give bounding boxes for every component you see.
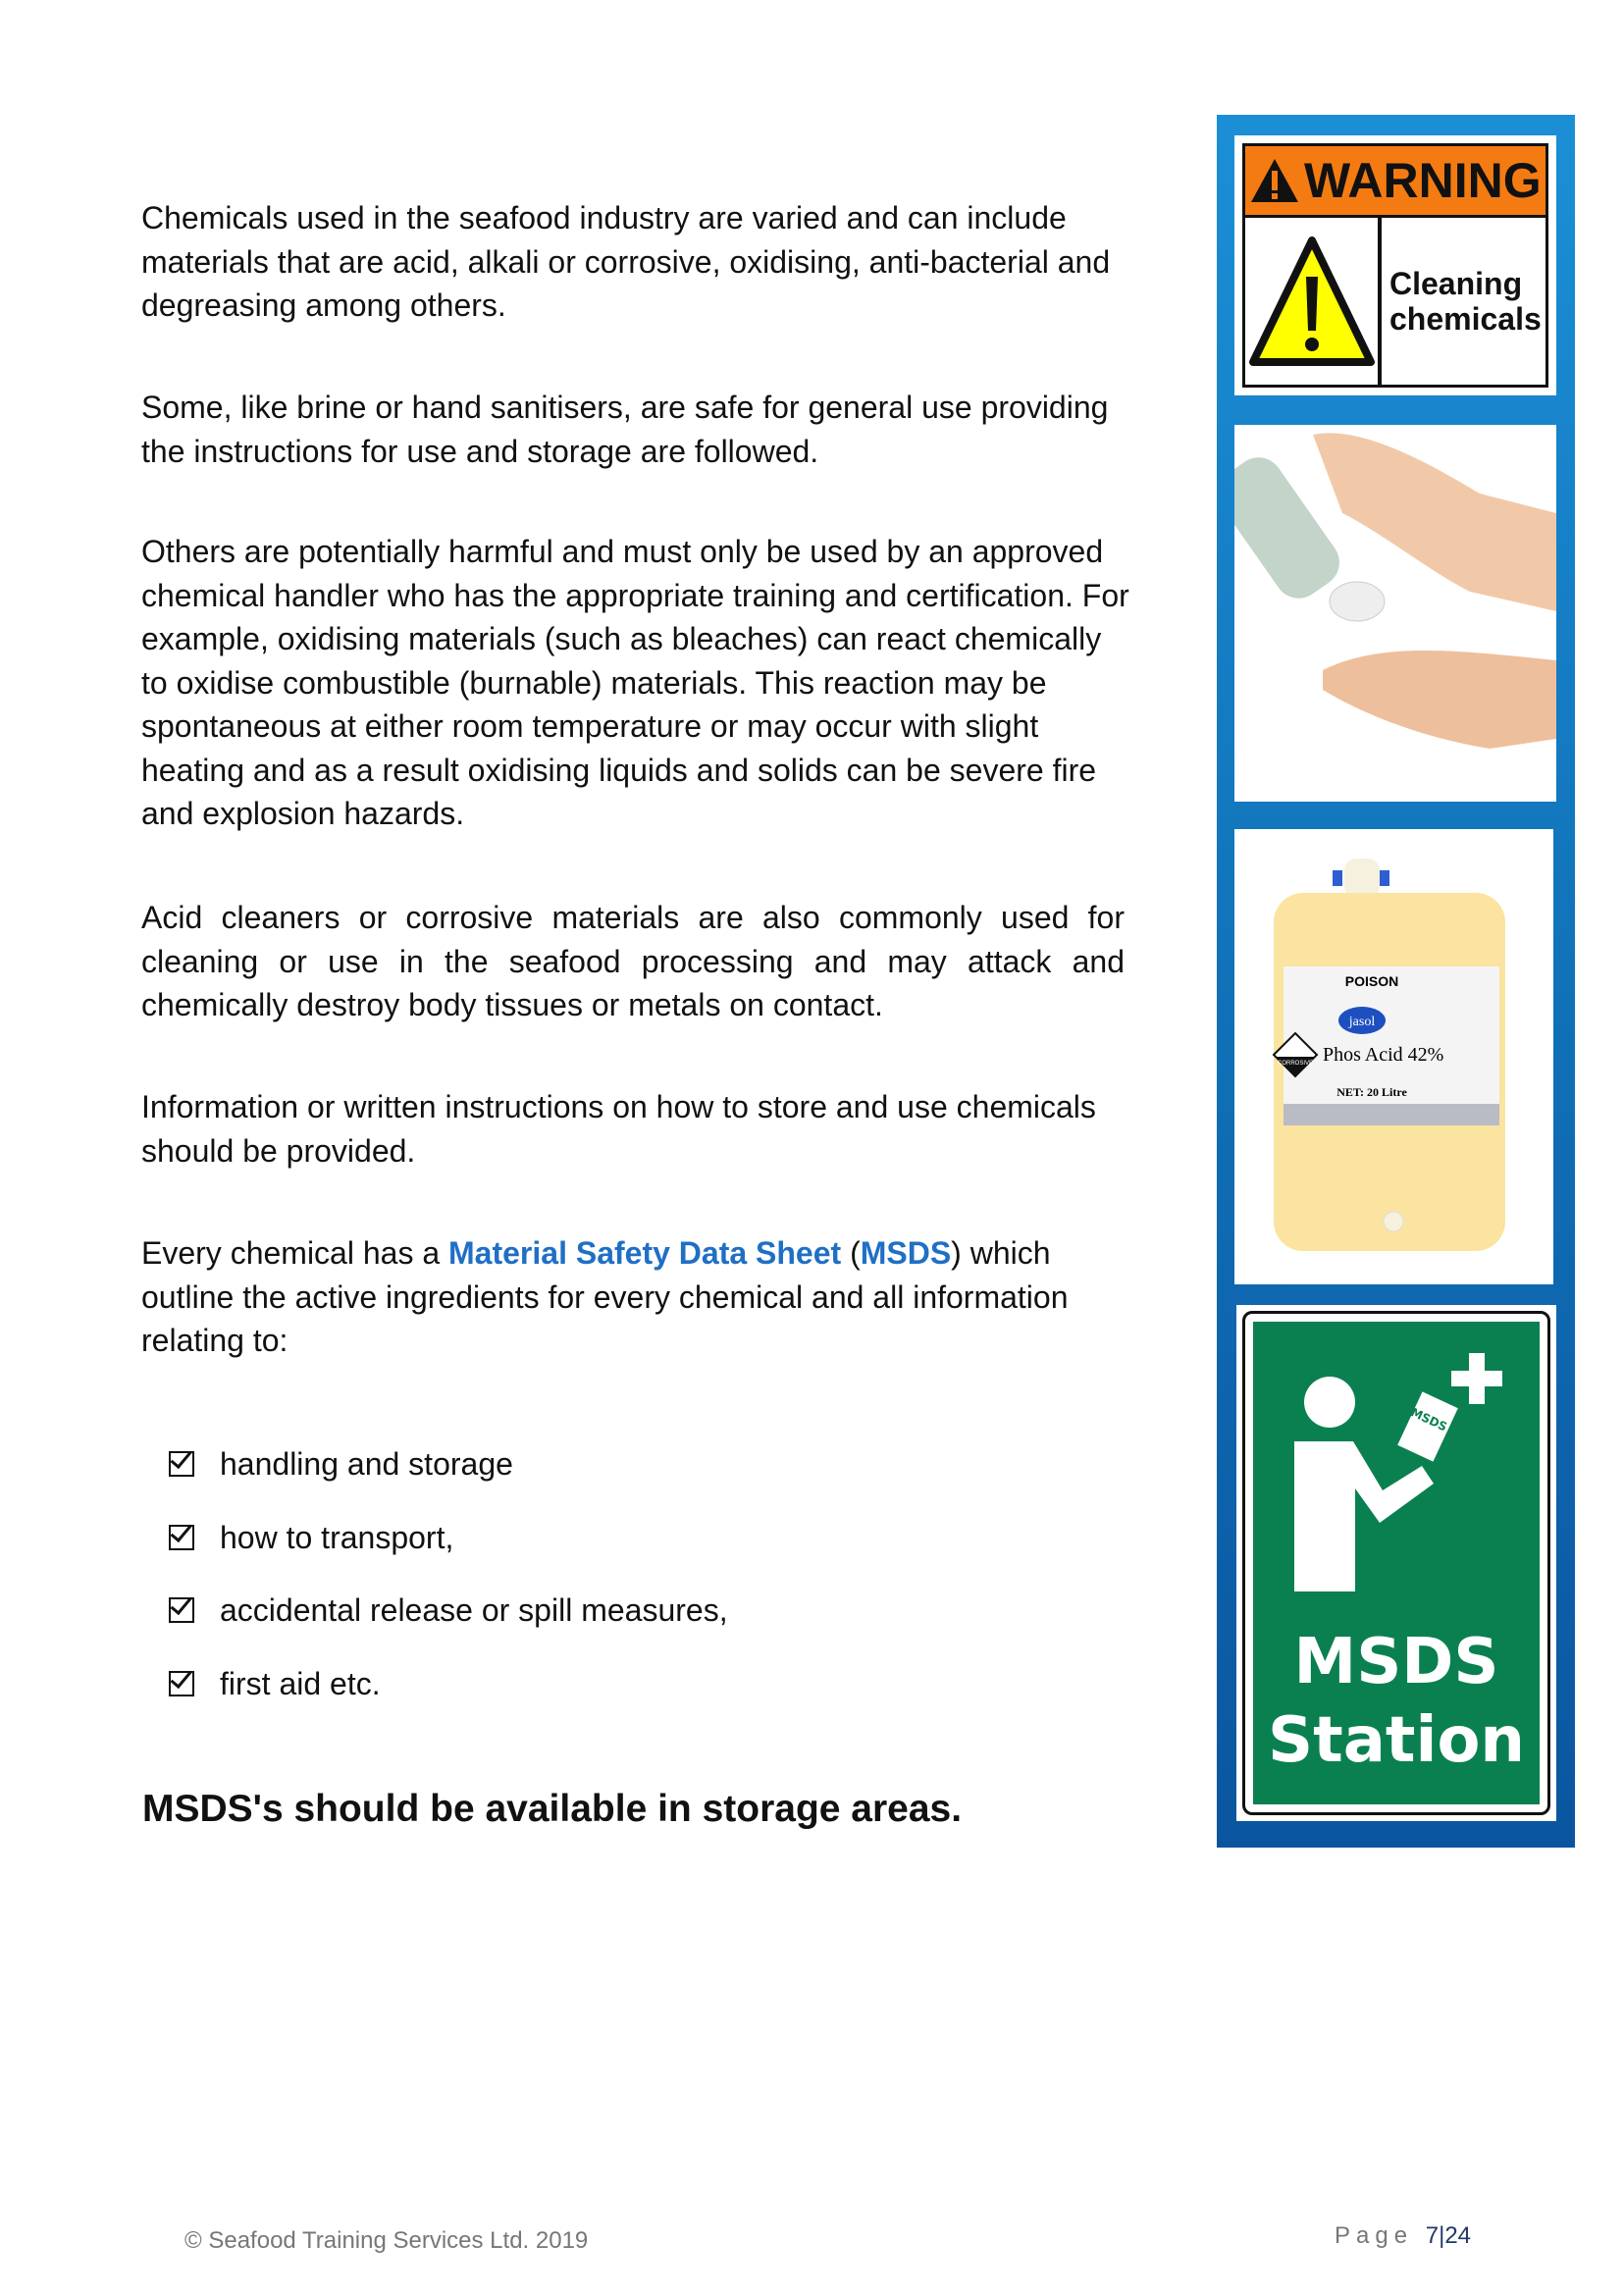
list-item: [169, 1662, 381, 1705]
hand-sanitiser-image: [1234, 425, 1556, 802]
warning-sign-image: [1234, 135, 1556, 395]
list-item-label: handling and storage: [220, 1446, 513, 1482]
warning-triangle-icon: [1249, 157, 1300, 204]
checkbox-icon: [169, 1525, 194, 1550]
checkbox-icon: [169, 1451, 194, 1477]
msds-text-before: Every chemical has a: [141, 1235, 449, 1271]
checkbox-icon: [169, 1671, 194, 1696]
image-sidebar: [1217, 115, 1575, 1848]
page-label: Page: [1335, 2222, 1414, 2249]
paragraph-instructions: Information or written instructions on how to store and use chemicals should be provided.: [141, 1089, 1096, 1169]
paragraph-harmful-chemicals: Others are potentially harmful and must only be used by an approved chemical handler who has the appropriate training and certification. For example, oxidising materials (such as bleaches) can react chemically to oxidise combustible (burnable) materials. This reaction may be spontaneous at either room temperature or may occur with slight heating and as a result oxidising liquids and solids can be severe fire and explosion hazards.: [141, 534, 1129, 831]
msds-text-after: ) which outline the active ingredients for every chemical and all information relating to:: [141, 1235, 1069, 1358]
warning-text-line1: Cleaning: [1389, 266, 1523, 301]
bottle-brand-text: jasol: [1348, 1015, 1376, 1029]
phos-acid-container-image: [1234, 829, 1553, 1284]
msds-link-abbr[interactable]: MSDS: [860, 1235, 952, 1271]
list-item-label: first aid etc.: [220, 1666, 381, 1701]
msds-sign-line2: Station: [1268, 1704, 1525, 1777]
bottle-poison-text: POISON: [1344, 973, 1399, 989]
bottle-product-text: Phos Acid 42%: [1323, 1044, 1444, 1066]
page-current: 7: [1425, 2222, 1440, 2249]
msds-station-sign-image: [1236, 1305, 1556, 1821]
bottle-hazard-text: CORROSIVE: [1277, 1061, 1314, 1067]
footer-copyright: © Seafood Training Services Ltd. 2019: [184, 2227, 589, 2254]
msds-text-mid: (: [841, 1235, 861, 1271]
footer-page-number: [1335, 2222, 1471, 2250]
msds-heading: MSDS's should be available in storage areas.: [142, 1788, 963, 1830]
paragraph-chemicals-intro: Chemicals used in the seafood industry are varied and can include materials that are acid, alkali or corrosive, oxidising, anti-bacterial and degreasing among others.: [141, 200, 1111, 323]
list-item: [169, 1516, 453, 1559]
checkbox-icon: [169, 1597, 194, 1623]
page-total: 24: [1444, 2222, 1472, 2249]
warning-title: WARNING: [1304, 153, 1542, 208]
warning-text-line2: chemicals: [1389, 301, 1542, 337]
page-separator: |: [1439, 2222, 1445, 2249]
list-item: [169, 1442, 513, 1486]
paragraph-safe-chemicals: Some, like brine or hand sanitisers, are safe for general use providing the instructions for use and storage are followed.: [141, 390, 1109, 469]
list-item: [169, 1589, 728, 1632]
list-item-label: accidental release or spill measures,: [220, 1592, 728, 1628]
msds-paper-text: MSDS: [1408, 1405, 1449, 1434]
bottle-net-text: NET: 20 Litre: [1336, 1085, 1407, 1099]
paragraph-acid-cleaners: Acid cleaners or corrosive materials are also commonly used for cleaning or use in the seafood processing and may attack and chemically destroy body tissues or metals on contact.: [141, 900, 1125, 1022]
paragraph-msds: [141, 1231, 1132, 1363]
msds-link-full[interactable]: Material Safety Data Sheet: [448, 1235, 842, 1271]
chemical-container-illustration: [1234, 829, 1553, 1284]
msds-sign-line1: MSDS: [1293, 1626, 1499, 1698]
hand-sanitiser-illustration: [1234, 425, 1556, 802]
exclamation-triangle-icon: [1249, 233, 1375, 370]
list-item-label: how to transport,: [220, 1520, 454, 1555]
person-reading-msds-icon: [1251, 1333, 1545, 1608]
